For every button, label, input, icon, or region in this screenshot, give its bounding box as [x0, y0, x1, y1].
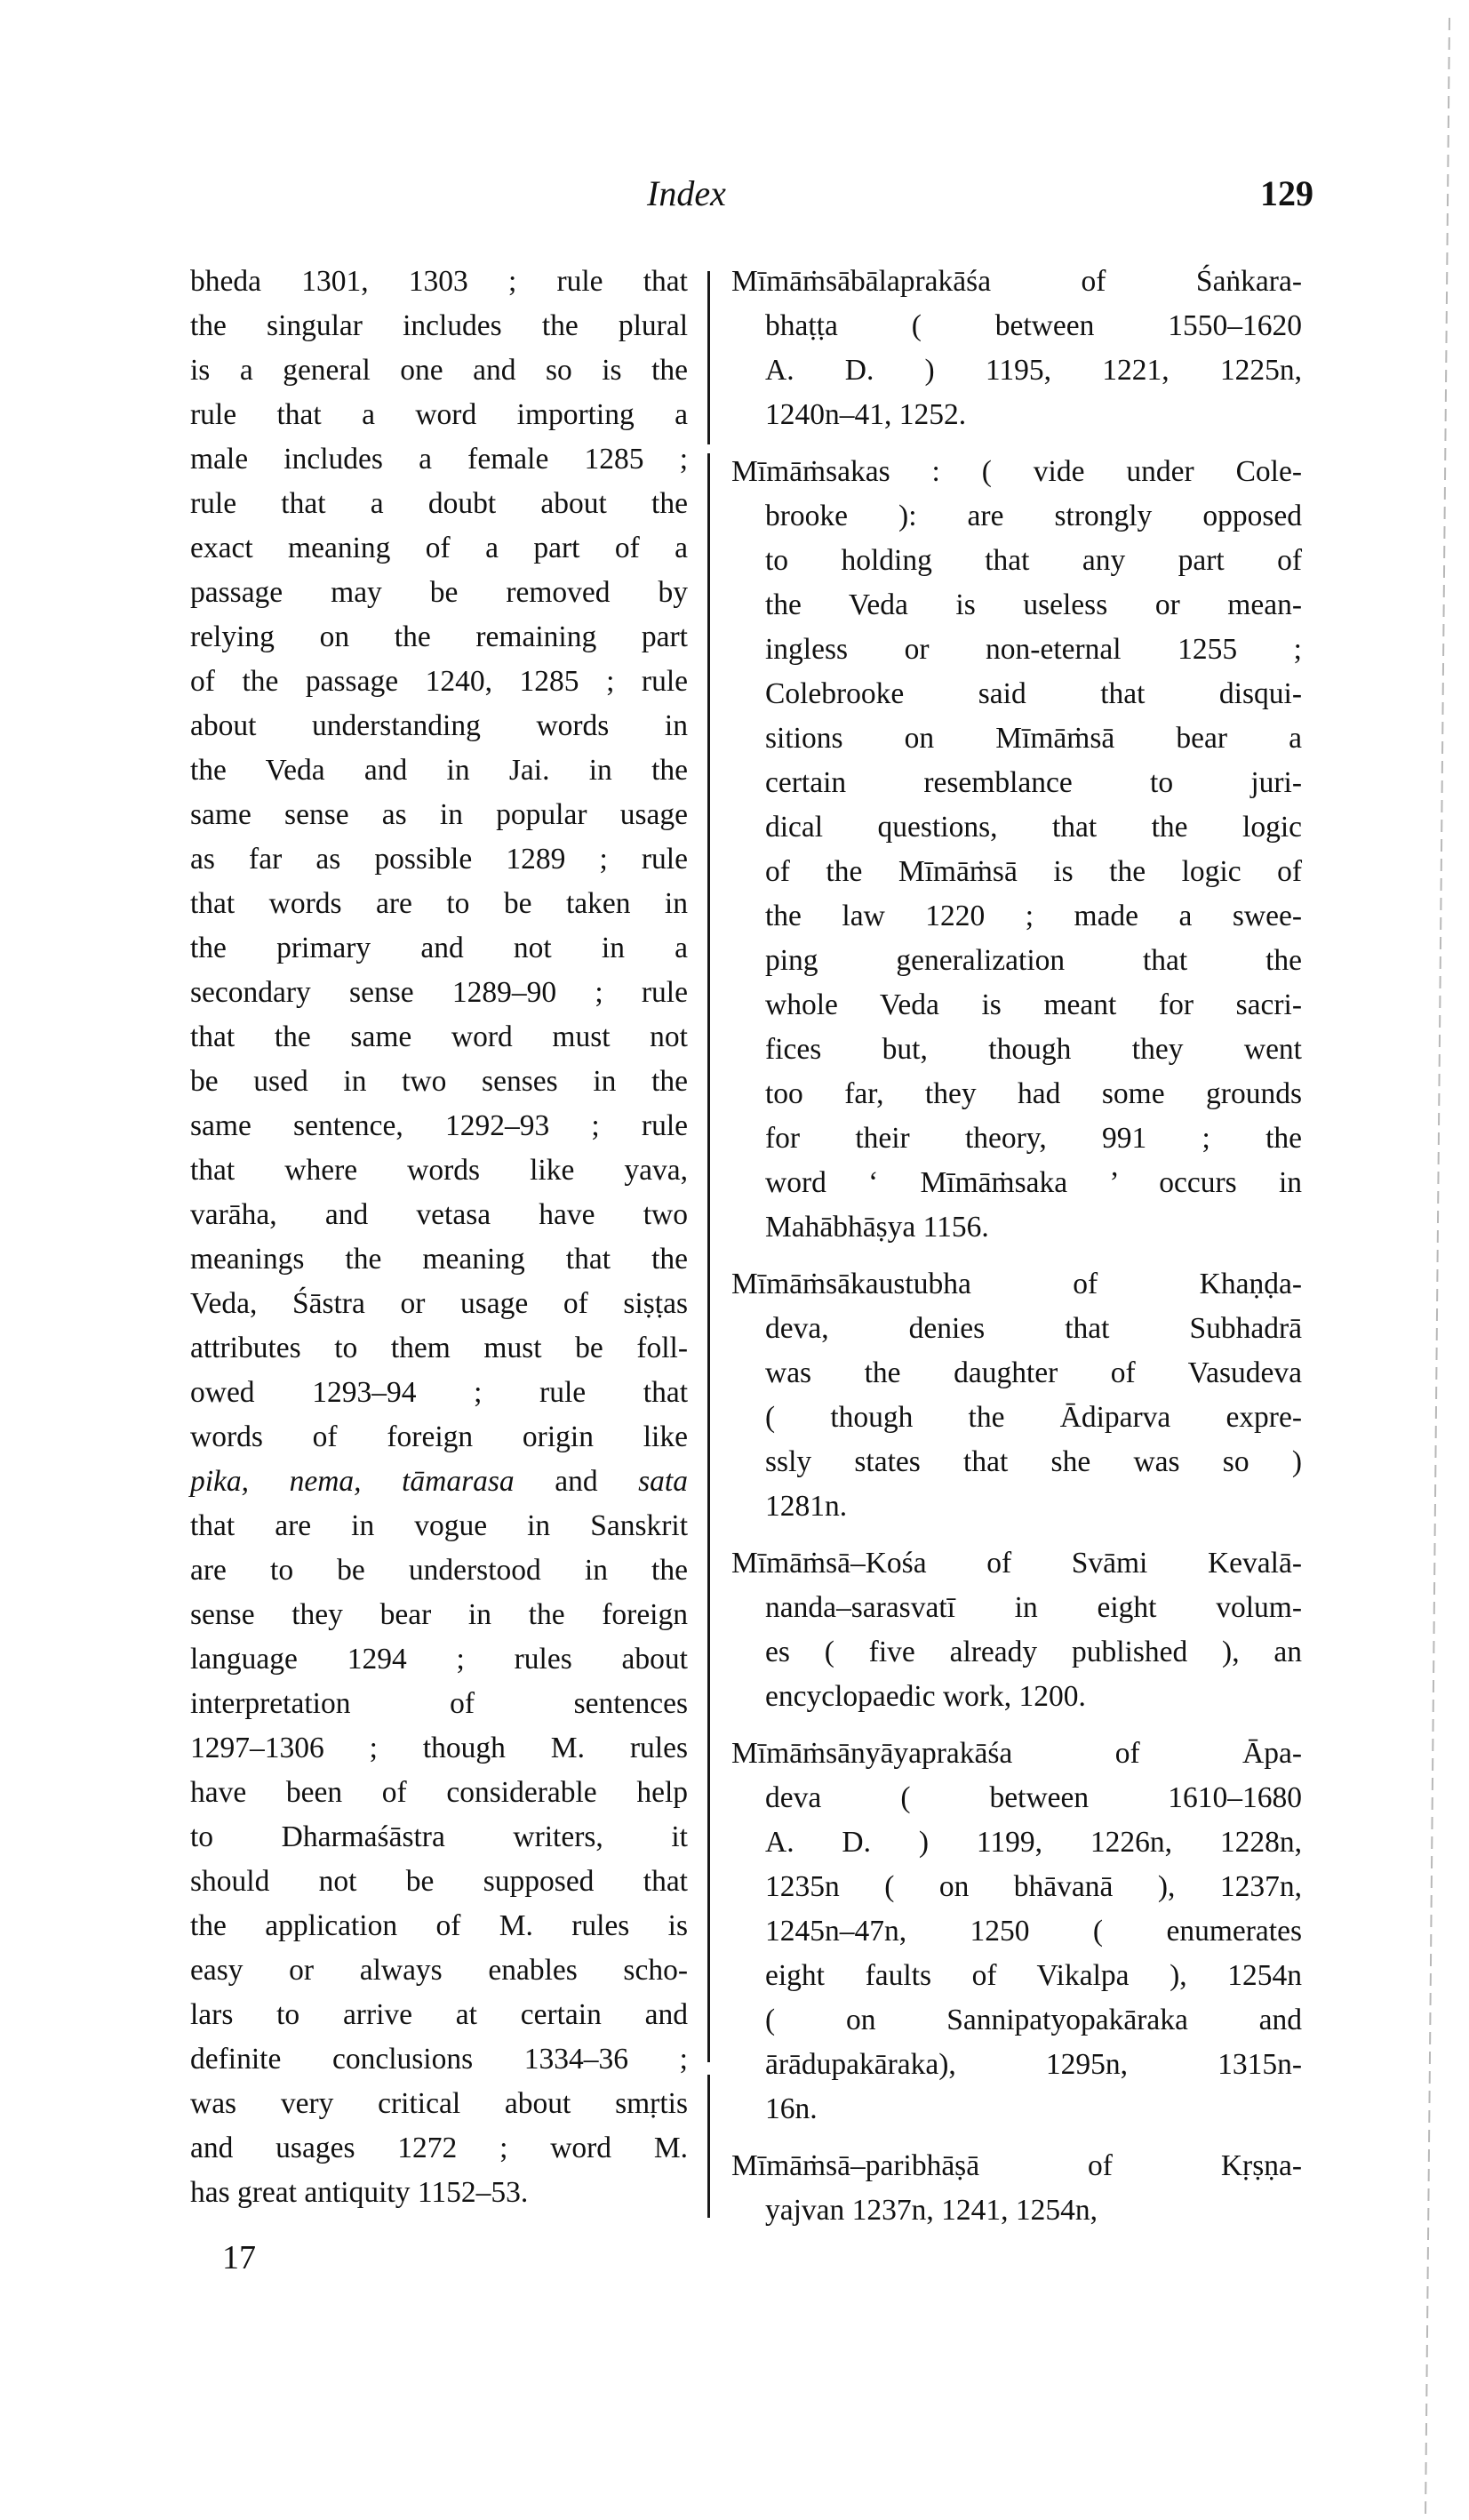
- text-line: was very critical about smṛtis: [190, 2087, 688, 2120]
- index-entry-mimamsakaustubha: [731, 1262, 1302, 1529]
- page-number: 129: [1260, 173, 1313, 213]
- text-line: have been of considerable help: [190, 1776, 688, 1809]
- text-line: certain resemblance to juri-: [765, 766, 1302, 799]
- text-line: 1297–1306 ; though M. rules: [190, 1732, 688, 1764]
- text-line: the law 1220 ; made a swee-: [765, 900, 1302, 932]
- text-line: whole Veda is meant for sacri-: [765, 988, 1302, 1021]
- text-line: nanda–sarasvatī in eight volum-: [765, 1591, 1302, 1624]
- text-line: the application of M. rules is: [190, 1909, 688, 1942]
- text-line: fices but, though they went: [765, 1033, 1302, 1066]
- text-line: ( on Sannipatyopakāraka and: [765, 2004, 1302, 2036]
- column-divider: [707, 271, 710, 2218]
- index-entry-mimamsakas: [731, 450, 1302, 1250]
- divider-break: [705, 2062, 713, 2075]
- italic-examples-line: [190, 1460, 688, 1504]
- text-line: words of foreign origin like: [190, 1420, 688, 1453]
- text-line: sitions on Mīmāṁsā bear a: [765, 722, 1302, 755]
- text-line: deva, denies that Subhadrā: [765, 1312, 1302, 1345]
- index-entry-mimamsa-paribhasa: [731, 2144, 1302, 2233]
- text-line: too far, they had some grounds: [765, 1077, 1302, 1110]
- text-line: attributes to them must be foll-: [190, 1332, 688, 1364]
- entry-heading-line: Mīmāṁsābālaprakāśa of Śaṅkara-: [731, 265, 1302, 298]
- text-line: should not be supposed that: [190, 1865, 688, 1898]
- text-line: eight faults of Vikalpa ), 1254n: [765, 1959, 1302, 1992]
- text-line: brooke ): are strongly opposed: [765, 500, 1302, 532]
- text-line: 1240n–41, 1252.: [765, 398, 967, 431]
- text-line: exact meaning of a part of a: [190, 532, 688, 564]
- entry-heading-line: Mīmāṁsā–paribhāṣā of Kṛṣṇa-: [731, 2149, 1302, 2182]
- index-entry-mimamsanyayaprakasa: [731, 1732, 1302, 2132]
- text-line: Veda, Śāstra or usage of siṣṭas: [190, 1287, 688, 1320]
- italic-word: tāmarasa: [402, 1465, 515, 1498]
- text-line: 1245n–47n, 1250 ( enumerates: [765, 1915, 1302, 1948]
- text-line: dical questions, that the logic: [765, 811, 1302, 844]
- text-line: owed 1293–94 ; rule that: [190, 1376, 688, 1409]
- text-line: was the daughter of Vasudeva: [765, 1356, 1302, 1389]
- text-line: meanings the meaning that the: [190, 1243, 688, 1276]
- text-line: yajvan 1237n, 1241, 1254n,: [765, 2194, 1098, 2227]
- text-line: passage may be removed by: [190, 576, 688, 609]
- text-line: word ‘ Mīmāṁsaka ’ occurs in: [765, 1166, 1302, 1199]
- text-line: has great antiquity 1152–53.: [190, 2176, 529, 2209]
- text-line: rule that a doubt about the: [190, 487, 688, 520]
- text-line: sense they bear in the foreign: [190, 1598, 688, 1631]
- page-header: [0, 167, 1469, 220]
- text-line: to holding that any part of: [765, 544, 1302, 577]
- entry-heading-line: Mīmāṁsakas : ( vide under Cole-: [731, 455, 1302, 488]
- signature-mark: 17: [222, 2239, 256, 2276]
- right-column: [731, 260, 1302, 2245]
- text-line: for their theory, 991 ; the: [765, 1122, 1302, 1155]
- text-line: ārādupakāraka), 1295n, 1315n-: [765, 2048, 1302, 2081]
- text-line: ingless or non-eternal 1255 ;: [765, 633, 1302, 666]
- text-line: that words are to be taken in: [190, 887, 688, 920]
- text-line: of the Mīmāṁsā is the logic of: [765, 855, 1302, 888]
- text-line: rule that a word importing a: [190, 398, 688, 431]
- text-line: are to be understood in the: [190, 1554, 688, 1587]
- text-line: encyclopaedic work, 1200.: [765, 1680, 1086, 1713]
- text-line: that where words like yava,: [190, 1154, 688, 1187]
- text-line: bheda 1301, 1303 ; rule that: [190, 265, 688, 298]
- text-line: that the same word must not: [190, 1020, 688, 1053]
- text-line: of the passage 1240, 1285 ; rule: [190, 665, 688, 698]
- text-line: same sentence, 1292–93 ; rule: [190, 1109, 688, 1142]
- text-line: the Veda and in Jai. in the: [190, 754, 688, 787]
- running-title: Index: [647, 173, 726, 213]
- text-line: varāha, and vetasa have two: [190, 1198, 688, 1231]
- text-line: as far as possible 1289 ; rule: [190, 843, 688, 876]
- text-line: 16n.: [765, 2092, 818, 2125]
- text-line: A. D. ) 1195, 1221, 1225n,: [765, 354, 1302, 387]
- text-line: secondary sense 1289–90 ; rule: [190, 976, 688, 1009]
- text-line: male includes a female 1285 ;: [190, 443, 688, 476]
- entry-heading-line: Mīmāṁsākaustubha of Khaṇḍa-: [731, 1268, 1302, 1300]
- text-line: interpretation of sentences: [190, 1687, 688, 1720]
- text-line: is a general one and so is the: [190, 354, 688, 387]
- scan-edge-line: [1425, 18, 1450, 2516]
- text-line: 1281n.: [765, 1490, 848, 1523]
- text-line: the singular includes the plural: [190, 309, 688, 342]
- text-line: relying on the remaining part: [190, 620, 688, 653]
- text-line: language 1294 ; rules about: [190, 1643, 688, 1676]
- left-column: [190, 260, 688, 2215]
- text-line: about understanding words in: [190, 709, 688, 742]
- index-entry-mimamsa-kosa: [731, 1541, 1302, 1719]
- italic-word: nema,: [289, 1465, 362, 1498]
- text-line: Mahābhāṣya 1156.: [765, 1211, 989, 1244]
- text-line: to Dharmaśāstra writers, it: [190, 1820, 688, 1853]
- text-line: 1235n ( on bhāvanā ), 1237n,: [765, 1870, 1302, 1903]
- text-line: lars to arrive at certain and: [190, 1998, 688, 2031]
- divider-break: [705, 444, 713, 453]
- italic-word: pika,: [190, 1465, 250, 1498]
- italic-word: sata: [638, 1465, 688, 1498]
- word: and: [555, 1465, 598, 1498]
- text-line: ( though the Ādiparva expre-: [765, 1401, 1302, 1434]
- text-line: be used in two senses in the: [190, 1065, 688, 1098]
- text-line: that are in vogue in Sanskrit: [190, 1509, 688, 1542]
- text-line: easy or always enables scho-: [190, 1954, 688, 1987]
- text-line: same sense as in popular usage: [190, 798, 688, 831]
- text-line: the Veda is useless or mean-: [765, 588, 1302, 621]
- entry-heading-line: Mīmāṁsā–Kośa of Svāmi Kevalā-: [731, 1547, 1302, 1580]
- text-line: definite conclusions 1334–36 ;: [190, 2043, 688, 2076]
- text-line: bhaṭṭa ( between 1550–1620: [765, 309, 1302, 342]
- index-entry-mimamsabalaprakasa: [731, 260, 1302, 437]
- text-line: deva ( between 1610–1680: [765, 1781, 1302, 1814]
- text-line: Colebrooke said that disqui-: [765, 677, 1302, 710]
- text-line: the primary and not in a: [190, 932, 688, 964]
- text-line: ping generalization that the: [765, 944, 1302, 977]
- text-line: A. D. ) 1199, 1226n, 1228n,: [765, 1826, 1302, 1859]
- text-line: and usages 1272 ; word M.: [190, 2132, 688, 2164]
- entry-heading-line: Mīmāṁsānyāyaprakāśa of Āpa-: [731, 1737, 1302, 1770]
- text-line: ssly states that she was so ): [765, 1445, 1302, 1478]
- text-line: es ( five already published ), an: [765, 1636, 1302, 1668]
